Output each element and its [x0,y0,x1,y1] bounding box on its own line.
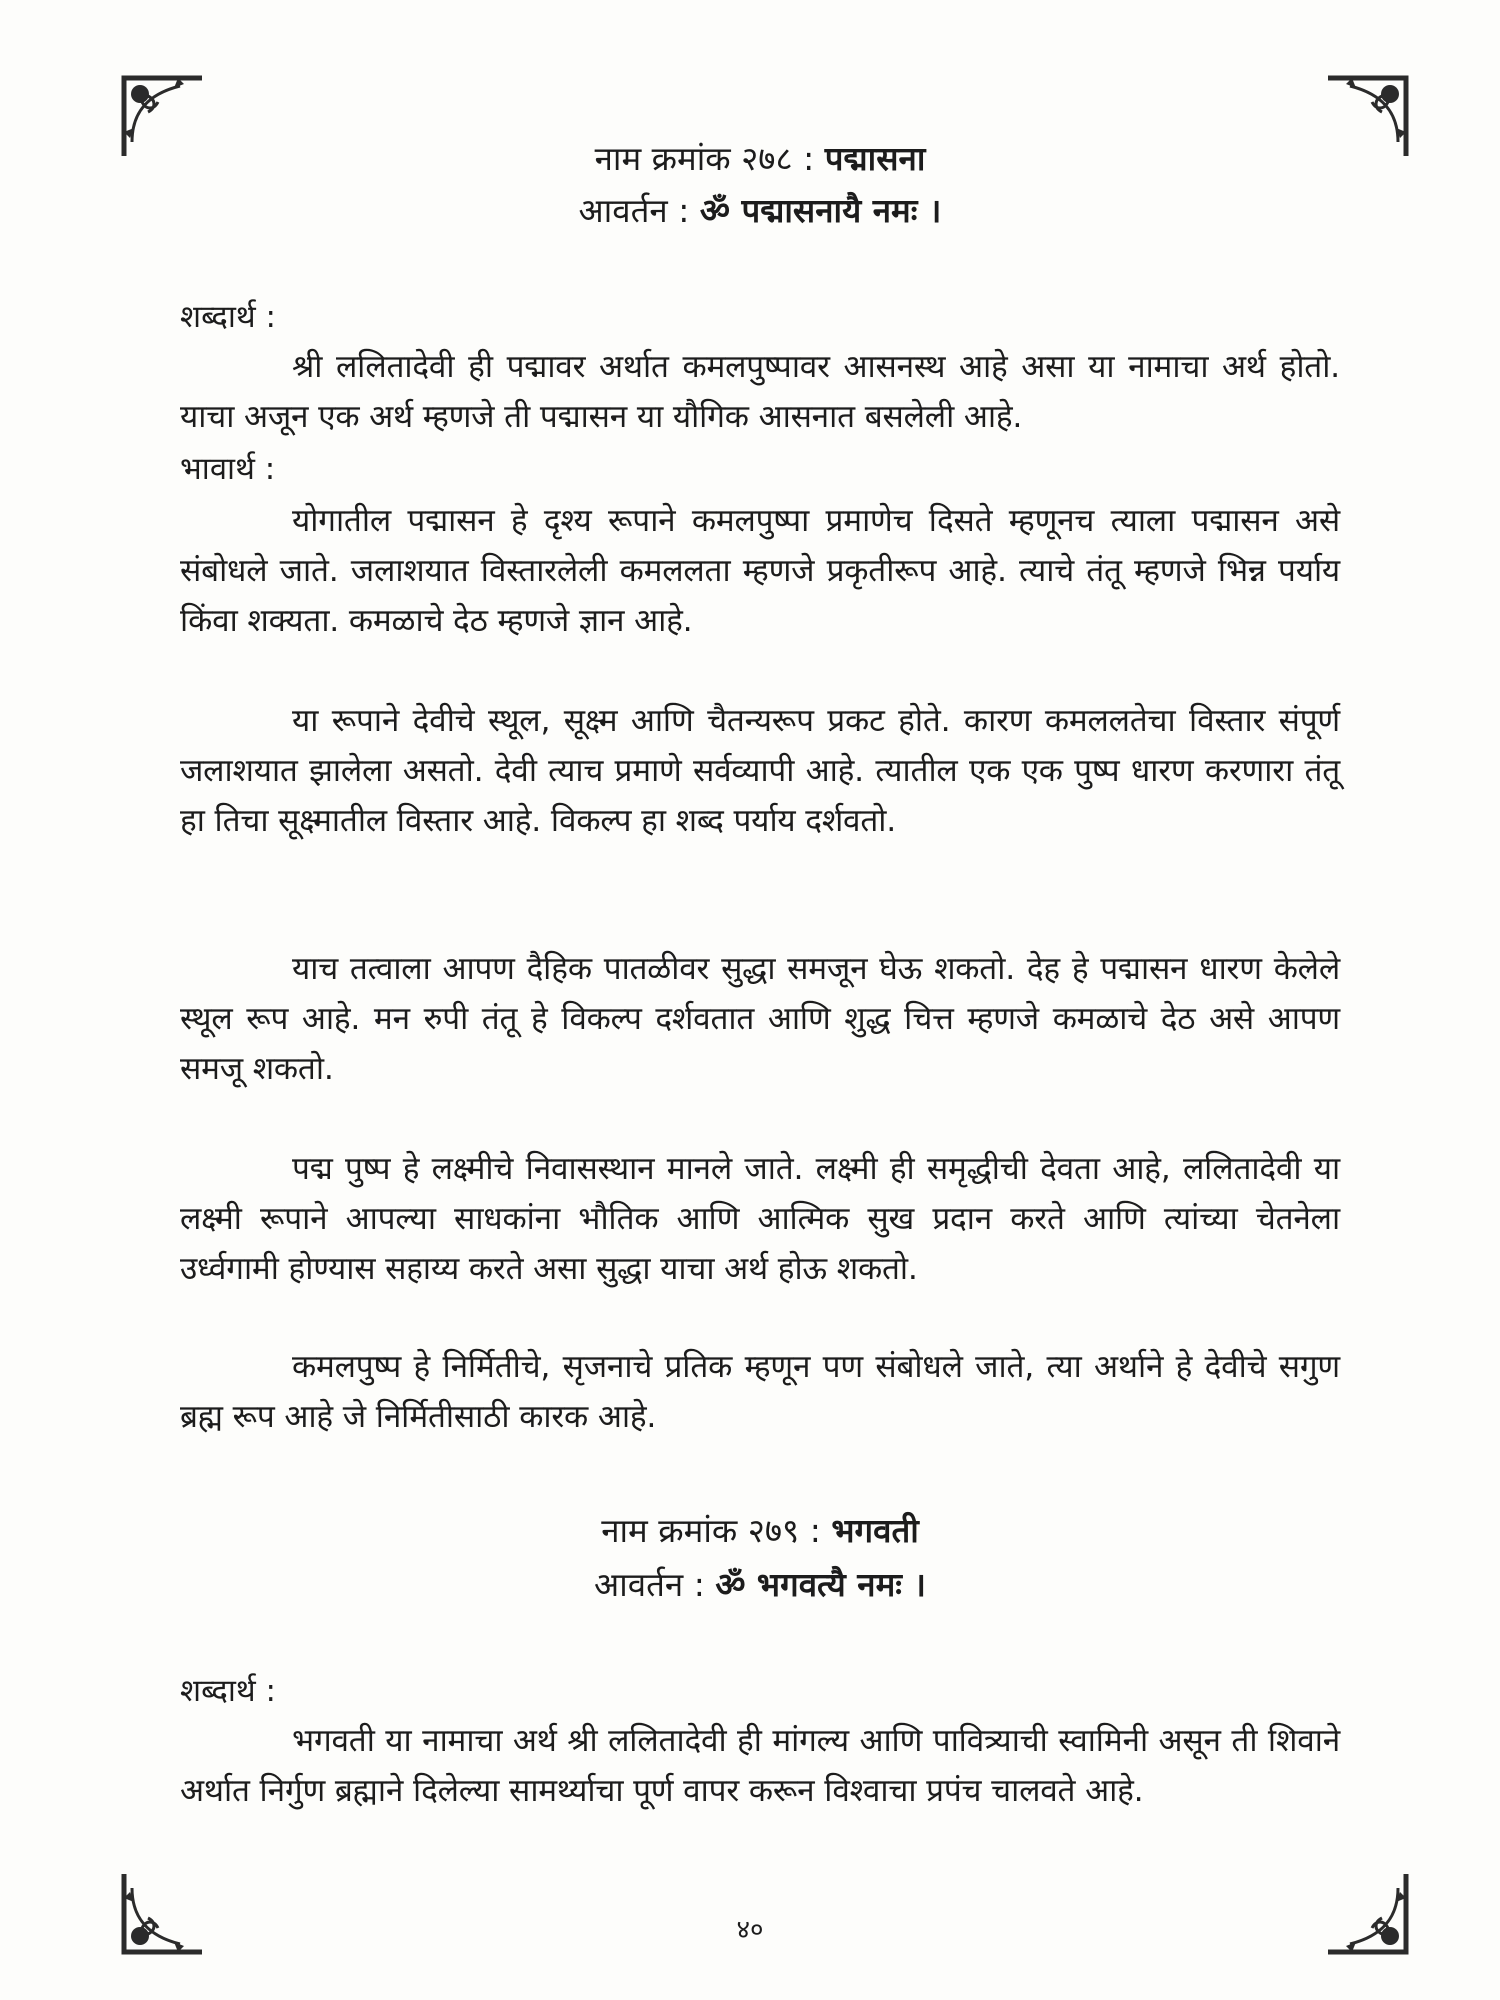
shabdarth-text: श्री ललितादेवी ही पद्मावर अर्थात कमलपुष्पावर आसनस्थ आहे असा या नामाचा अर्थ होतो. याचा अजून एक अर्थ म्हणजे ती पद्मासन या यौगिक आसनात बसलेली आहे. [180,349,1340,435]
shabdarth-label: शब्दार्थ : [180,299,277,335]
bhavarth-label: भावार्थ : [180,451,276,487]
name-title: भगवती [831,1511,919,1550]
bhavarth-paragraph: पद्म पुष्प हे लक्ष्मीचे निवासस्थान मानले जाते. लक्ष्मी ही समृद्धीची देवता आहे, ललितादेवी या लक्ष्मी रूपाने आपल्या साधकांना भौतिक आणि आत्मिक सुख प्रदान करते आणि त्यांच्या चेतनेला उर्ध्वगामी होण्यास सहाय्य करते असा सुद्धा याचा अर्थ होऊ शकतो. [180,1151,1340,1287]
bhavarth-paragraph: कमलपुष्प हे निर्मितीचे, सृजनाचे प्रतिक म्हणून पण संबोधले जाते, त्या अर्थाने हे देवीचे सगुण ब्रह्म रूप आहे जे निर्मितीसाठी कारक आहे. [180,1349,1340,1435]
shabdarth-label: शब्दार्थ : [180,1673,277,1709]
avartan-mantra: ॐ भगवत्यै नमः । [715,1565,926,1604]
avartan-label: आवर्तन : [594,1565,705,1604]
page-number: ४० [736,1915,764,1945]
bhavarth-paragraph: योगातील पद्मासन हे दृश्य रूपाने कमलपुष्पा प्रमाणेच दिसते म्हणूनच त्याला पद्मासन असे संबोधले जाते. जलाशयात विस्तारलेली कमललता म्हणजे प्रकृतीरूप आहे. त्याचे तंतू म्हणजे भिन्न पर्याय किंवा शक्यता. कमळाचे देठ म्हणजे ज्ञान आहे. [180,503,1340,639]
avartan-line-279 [180,1558,1340,1612]
name-title: पद्मासना [824,139,926,178]
name-heading-278 [180,132,1340,186]
name-heading-279 [180,1504,1340,1558]
avartan-label: आवर्तन : [578,191,690,230]
bhavarth-paragraph: याच तत्वाला आपण दैहिक पातळीवर सुद्धा समजून घेऊ शकतो. देह हे पद्मासन धारण केलेले स्थूल रूप आहे. मन रुपी तंतू हे विकल्प दर्शवतात आणि शुद्ध चित्त म्हणजे कमळाचे देठ असे आपण समजू शकतो. [180,951,1340,1087]
name-number-label: नाम क्रमांक २७८ : [594,139,815,178]
avartan-line-278 [180,184,1340,238]
avartan-mantra: ॐ पद्मासनायै नमः । [699,191,942,230]
bhavarth-paragraph: या रूपाने देवीचे स्थूल, सूक्ष्म आणि चैतन्यरूप प्रकट होते. कारण कमललतेचा विस्तार संपूर्ण जलाशयात झालेला असतो. देवी त्याच प्रमाणे सर्वव्यापी आहे. त्यातील एक एक पुष्प धारण करणारा तंतू हा तिचा सूक्ष्मातील विस्तार आहे. विकल्प हा शब्द पर्याय दर्शवतो. [180,703,1340,839]
name-number-label: नाम क्रमांक २७९ : [601,1511,821,1550]
shabdarth-text: भगवती या नामाचा अर्थ श्री ललितादेवी ही मांगल्य आणि पावित्र्याची स्वामिनी असून ती शिवाने अर्थात निर्गुण ब्रह्माने दिलेल्या सामर्थ्याचा पूर्ण वापर करून विश्वाचा प्रपंच चालवते आहे. [180,1723,1340,1809]
